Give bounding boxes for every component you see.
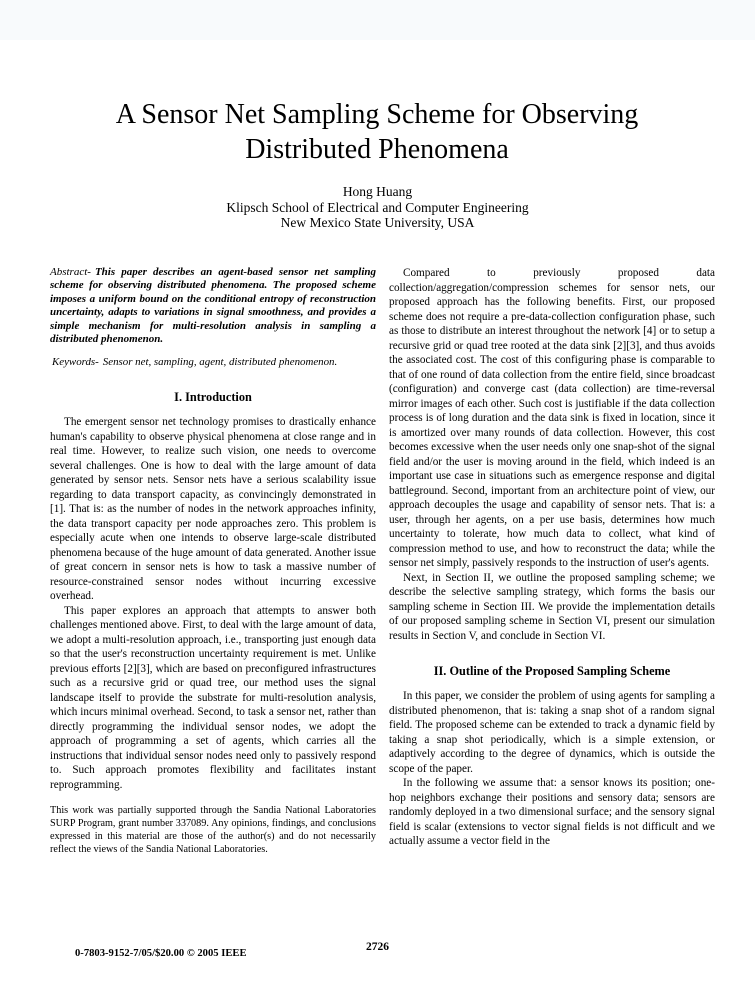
section-heading-introduction: I. Introduction xyxy=(174,390,252,405)
paper-title: A Sensor Net Sampling Scheme for Observing Distributed Phenomena xyxy=(115,99,639,165)
benefits-paragraph: Compared to previously proposed data collection/aggregation/compression schemes for sensor nets, our proposed approach has the following benefits. First, our proposed scheme does not require a pre-data-collection configuration phase, such as those to distribute an interest throughout the network [4] or to setup a recursive grid or quad tree rooted at the data sink [2][3], and thus avoids the associated cost. The cost of this configuring phase is comparable to that of one round of data collection from the entire field, since broadcast (configuration) and converge cast (data collection) are time-reversal mirror images of each other. Such cost is justifiable if the data collection process is of long duration and the data sink is fixed in location, since it is amortized over many rounds of data collection. However, this cost becomes excessive when the user needs only one snap-shot of the signal field and/or the user is moving around in the field, which indeed is an important use case in situations such as emergence response and digital battleground. Second, important from an architecture point of view, our approach decouples the usage and capability of sensor nets. That is: a user, through her agents, on a per use basis, determines how much uncertainty to tolerate, how much data to collect, what kind of compression method to use, and how to reconstruct the data; while the sensor net simply, passively responds to the instruction of user's agents. xyxy=(389,267,715,569)
author-block xyxy=(0,184,755,231)
left-column xyxy=(50,266,376,856)
author-affiliation-school: Klipsch School of Electrical and Computer Engineering xyxy=(226,199,529,215)
abstract-label: Abstract- xyxy=(50,266,91,278)
intro-paragraph-1: The emergent sensor net technology promises to drastically enhance human's capability to observe physical phenomena at close range and in real time. However, to realize such vision, one needs to overcome several challenges. One is how to deal with the large amount of data generated by sensor nets. Sensor nets have a serious scalability issue regarding to data transport capacity, as convincingly demonstrated in [1]. That is: as the number of nodes in the network approaches infinity, the data transport capacity per node approaches zero. This problem is especially acute when one intends to observe large-scale distributed phenomena because of the huge amount of data generated. Another issue of great concern in sensor nets is how to task a massive number of resource-constrained sensor nodes without incurring excessive overhead. xyxy=(50,416,376,603)
intro-paragraph-2: This paper explores an approach that attempts to answer both challenges mentioned above. First, to deal with the large amount of data, we adopt a multi-resolution approach, i.e., transporting just enough data so that the user's reconstruction uncertainty requirement is met. Unlike previous efforts [2][3], which are based on preconfigured infrastructures such as a recursive grid or quad tree, our method uses the signal landscape itself to provide the substrate for multi-resolution analysis, which incurs minimal overhead. Second, to task a sensor net, rather than directly programming the individual sensor nodes, we adopt the approach of programming a set of agents, which carries all the instructions that individual sensor nodes need only to passively respond to. Such approach promotes flexibility and facilitates instant reprogramming. xyxy=(50,604,376,791)
page-number: 2726 xyxy=(366,941,389,953)
page-top-margin xyxy=(0,0,755,40)
abstract-text: This paper describes an agent-based sensor net sampling scheme for observing distributed phenomena. The proposed scheme imposes a uniform bound on the conditional entropy of reconstruction uncertainty, adapts to variations in signal smoothness, and provides a simple mechanism for multi-resolution analysis in sampling a distributed phenomenon. xyxy=(50,266,376,346)
right-column xyxy=(389,266,715,856)
keywords xyxy=(50,356,376,369)
section-heading-outline: II. Outline of the Proposed Sampling Scheme xyxy=(433,664,671,678)
abstract xyxy=(50,266,376,346)
keywords-label: Keywords- xyxy=(52,356,99,369)
keywords-text: Sensor net, sampling, agent, distributed phenomenon. xyxy=(102,356,338,369)
copyright-notice: 0-7803-9152-7/05/$20.00 © 2005 IEEE xyxy=(75,948,247,959)
two-column-body xyxy=(50,266,716,856)
author-name: Hong Huang xyxy=(342,184,413,199)
outline-paragraph: Next, in Section II, we outline the proposed sampling scheme; we describe the selective sampling strategy, which forms the basis our sampling scheme in Section III. We provide the implementation details of our proposed sampling scheme in Section VI, present our simulation results in Section V, and conclude in Section VI. xyxy=(389,571,715,642)
author-affiliation-university: New Mexico State University, USA xyxy=(280,215,475,230)
scheme-paragraph-1: In this paper, we consider the problem of using agents for sampling a distributed phenomenon, that is: taking a snap shot of a random signal field. The proposed scheme can be extended to track a dynamic field by taking a snap shot periodically, which is a simple extension, or adaptively according to the degree of dynamics, which is outside the scope of the paper. xyxy=(389,690,715,775)
funding-footnote: This work was partially supported through the Sandia National Laboratories SURP Program, grant number 337089. Any opinions, findings, and conclusions expressed in this material are those of the author(s) and do not necessarily reflect the views of the Sandia National Laboratories. xyxy=(50,805,376,855)
scheme-paragraph-2: In the following we assume that: a sensor knows its position; one-hop neighbors exchange their positions and sensory data; sensors are randomly deployed in a two dimensional surface; and the sensory signal field is scalar (extensions to vector signal fields is not difficult and we actually assume a vector field in the xyxy=(389,777,715,847)
